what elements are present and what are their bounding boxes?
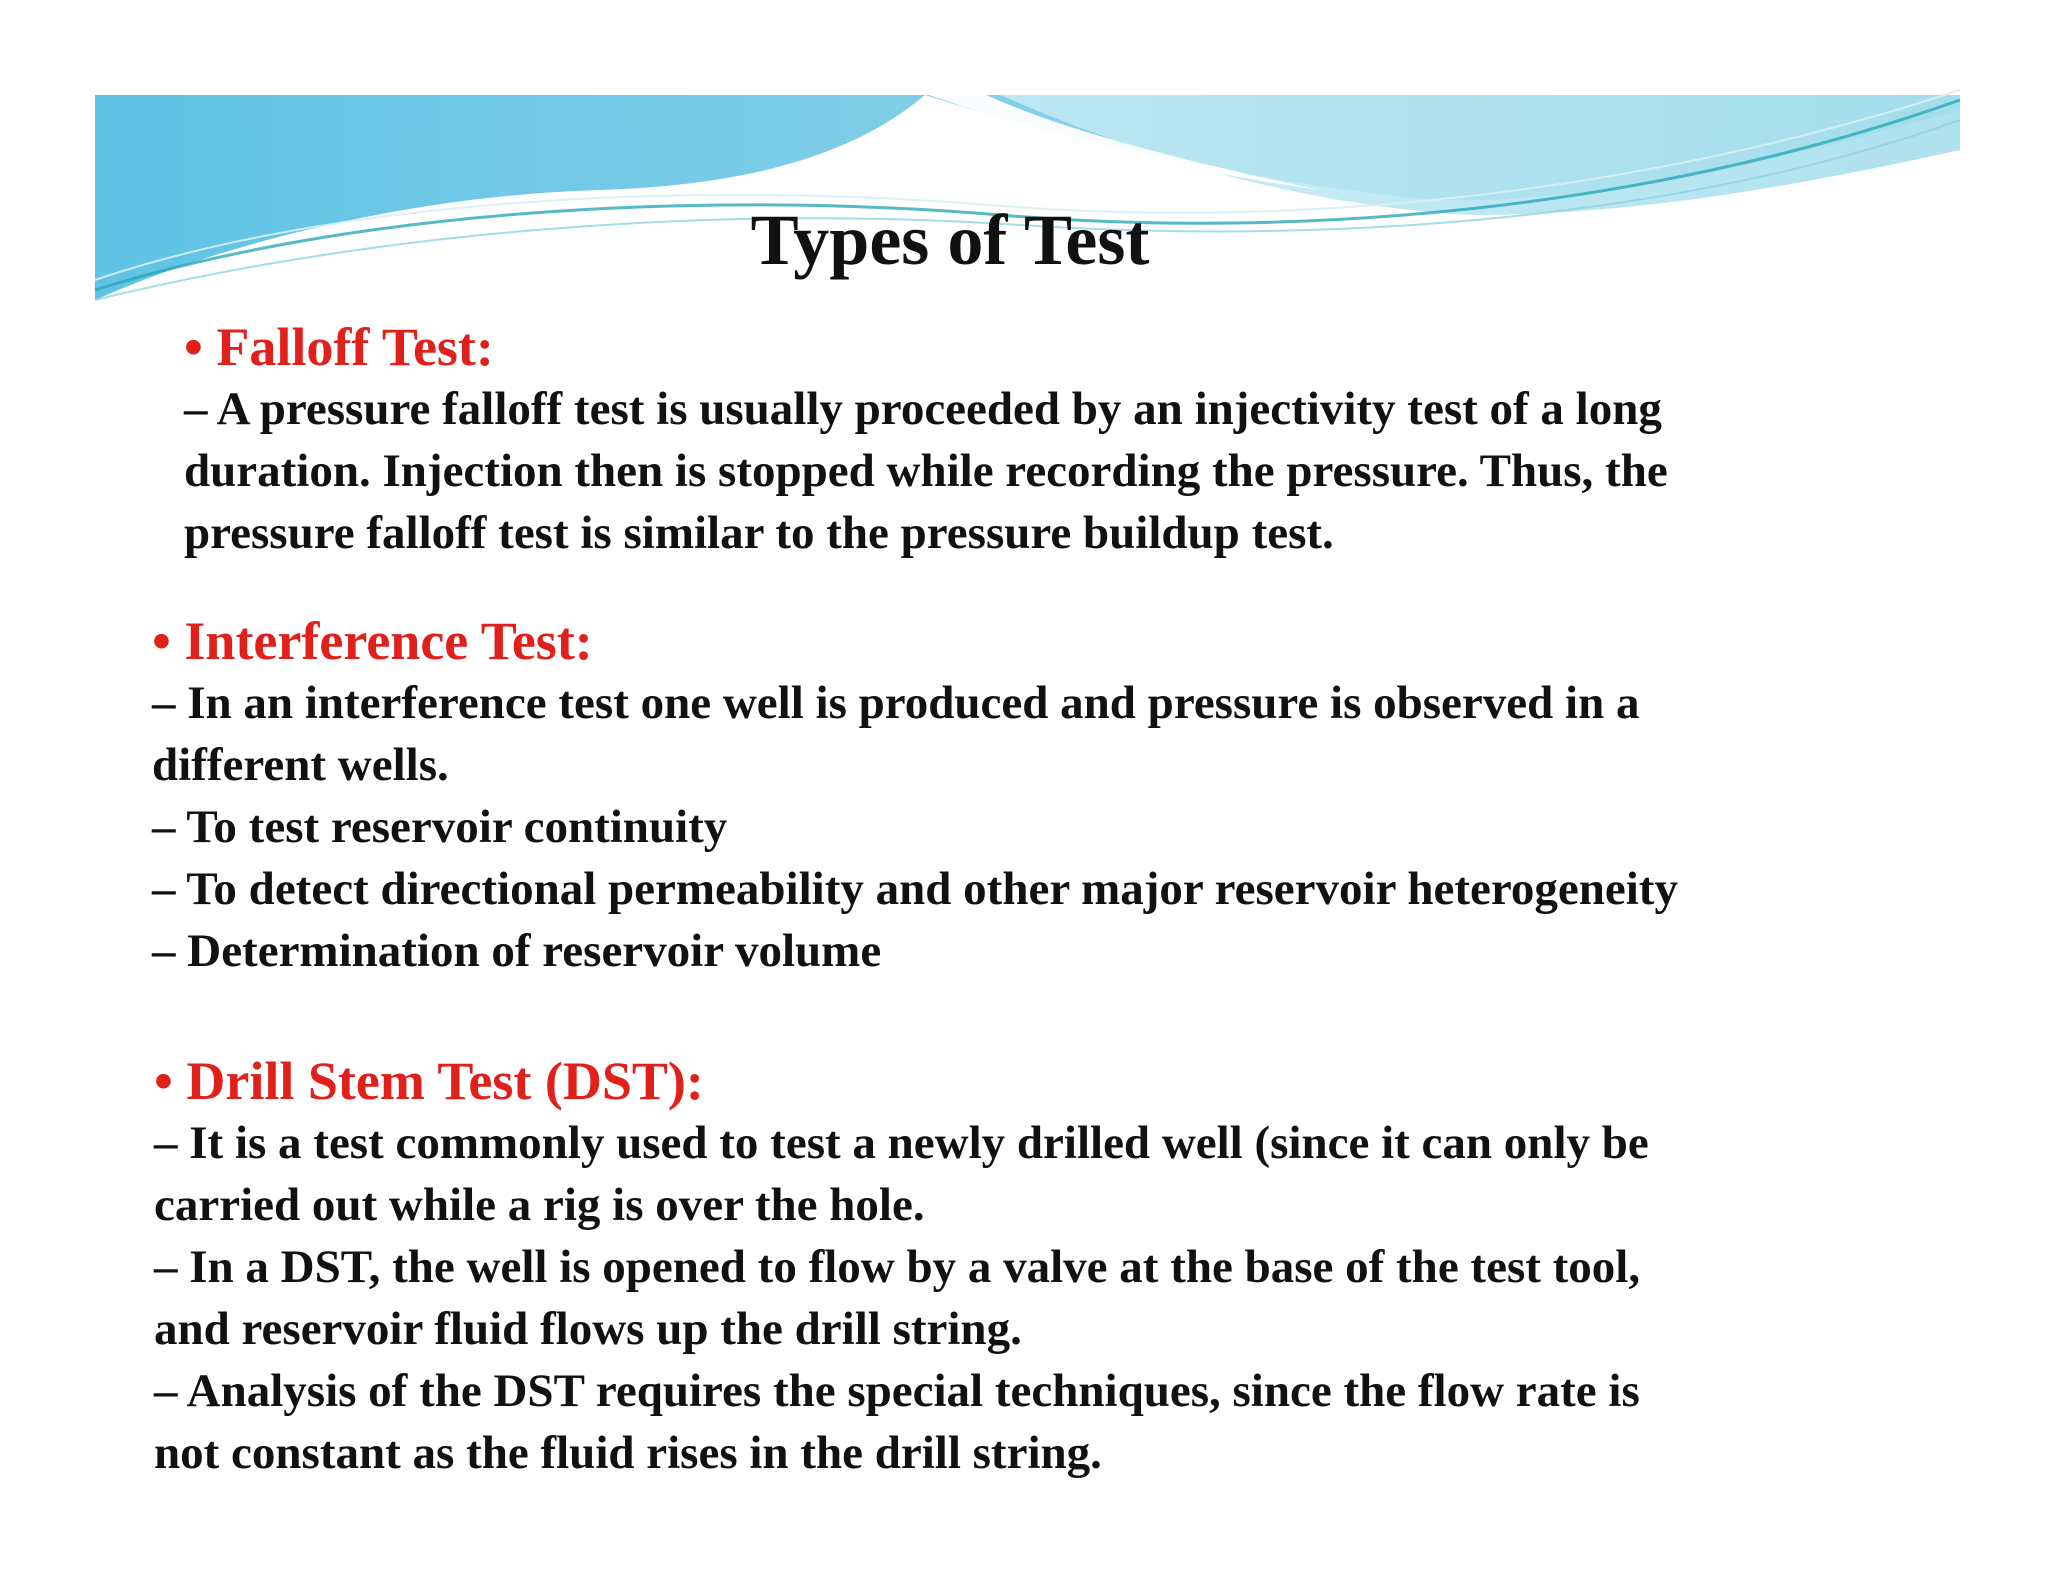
section-falloff-test bbox=[184, 316, 1668, 564]
body-line: carried out while a rig is over the hole. bbox=[154, 1179, 925, 1231]
body-line: – Analysis of the DST requires the special techniques, since the flow rate is bbox=[154, 1365, 1640, 1417]
body-line: – A pressure falloff test is usually proceeded by an injectivity test of a long bbox=[184, 383, 1662, 435]
section-heading: • Interference Test: bbox=[152, 611, 593, 671]
body-line: – It is a test commonly used to test a newly drilled well (since it can only be bbox=[154, 1117, 1649, 1169]
body-line: – Determination of reservoir volume bbox=[152, 925, 882, 977]
body-line: – In an interference test one well is produced and pressure is observed in a bbox=[152, 677, 1640, 729]
body-line: not constant as the fluid rises in the drill string. bbox=[154, 1427, 1102, 1479]
body-line: – To test reservoir continuity bbox=[152, 801, 728, 853]
slide-title: Types of Test bbox=[750, 200, 1150, 280]
body-line: and reservoir fluid flows up the drill string. bbox=[154, 1303, 1022, 1355]
body-line: – To detect directional permeability and other major reservoir heterogeneity bbox=[152, 863, 1678, 915]
body-line: – In a DST, the well is opened to flow by a valve at the base of the test tool, bbox=[154, 1241, 1641, 1293]
body-line: duration. Injection then is stopped while recording the pressure. Thus, the bbox=[184, 445, 1668, 497]
section-interference-test bbox=[152, 610, 1678, 982]
section-drill-stem-test bbox=[154, 1050, 1649, 1484]
body-line: different wells. bbox=[152, 739, 449, 791]
section-heading: • Falloff Test: bbox=[184, 317, 494, 377]
body-line: pressure falloff test is similar to the pressure buildup test. bbox=[184, 507, 1334, 559]
section-heading: • Drill Stem Test (DST): bbox=[154, 1051, 704, 1111]
